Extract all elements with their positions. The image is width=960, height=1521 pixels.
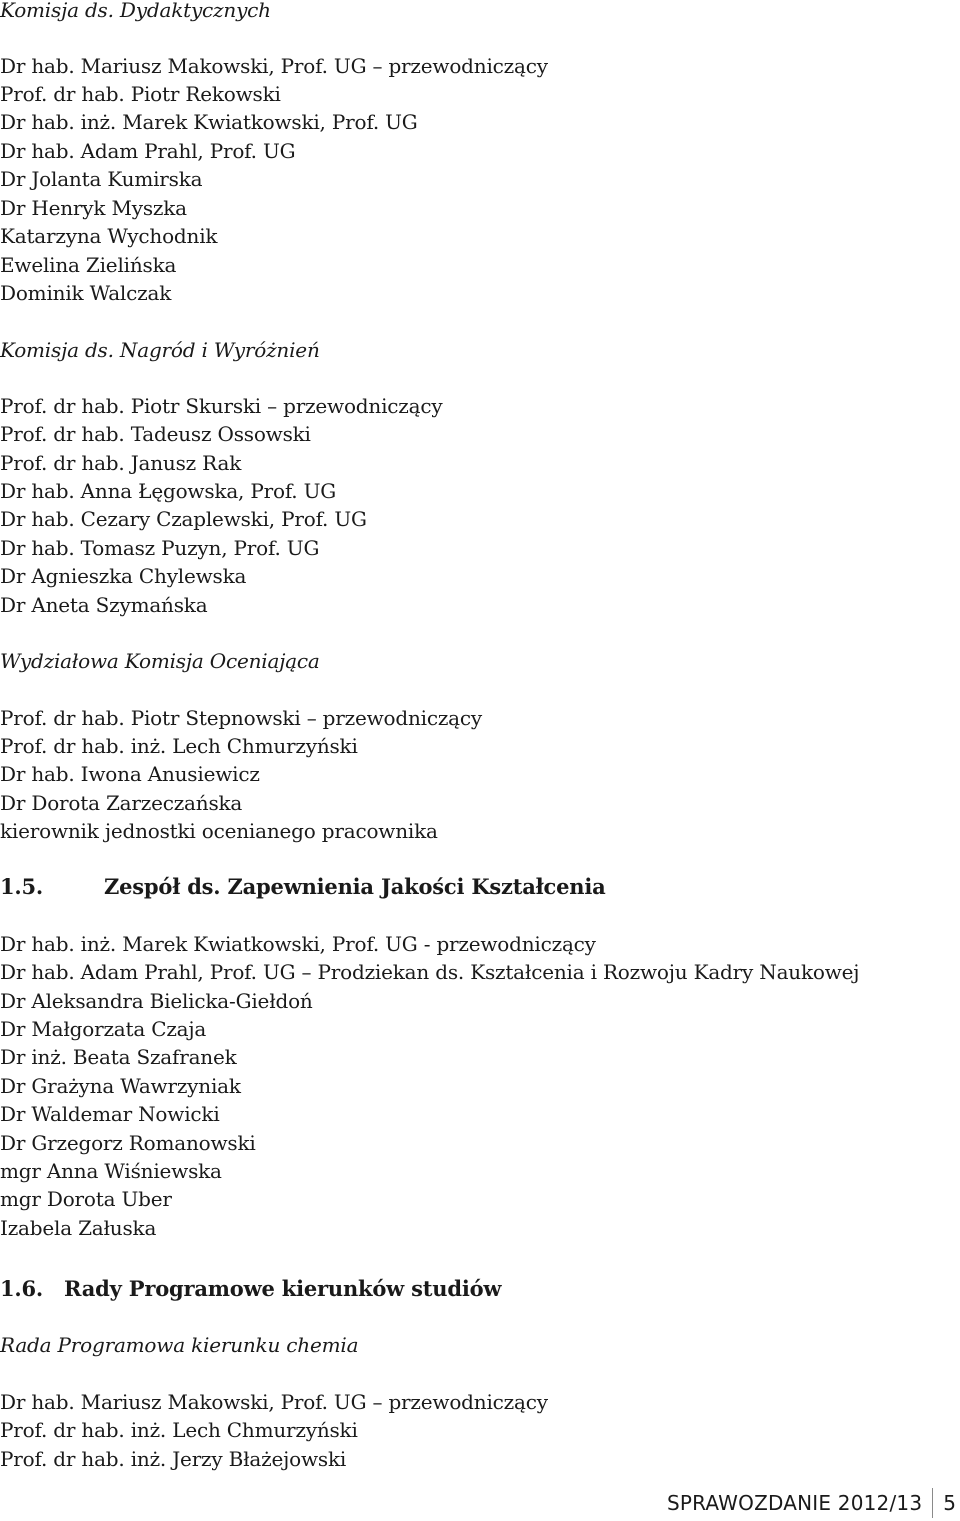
member-line: Dr hab. Tomasz Puzyn, Prof. UG — [0, 536, 320, 560]
member-line: Dr Jolanta Kumirska — [0, 167, 203, 191]
section-number: 1.5. — [0, 874, 44, 899]
section-number: 1.6. — [0, 1276, 44, 1301]
section-title-dydaktyczna: Komisja ds. Dydaktycznych — [0, 0, 271, 22]
member-line: Prof. dr hab. inż. Jerzy Błażejowski — [0, 1447, 347, 1471]
section-title-oceniajaca: Wydziałowa Komisja Oceniająca — [0, 649, 320, 673]
member-line: Prof. dr hab. Piotr Skurski – przewodniczący — [0, 394, 443, 418]
member-line: Izabela Załuska — [0, 1216, 157, 1240]
section-title-nagrody: Komisja ds. Nagród i Wyróżnień — [0, 338, 320, 362]
member-line: Dr hab. Mariusz Makowski, Prof. UG – przewodniczący — [0, 54, 548, 78]
member-line: Dr hab. Mariusz Makowski, Prof. UG – przewodniczący — [0, 1390, 548, 1414]
member-line: Prof. dr hab. Piotr Stepnowski – przewodniczący — [0, 706, 483, 730]
subsection-title-chemia: Rada Programowa kierunku chemia — [0, 1333, 359, 1357]
member-line: Dr Waldemar Nowicki — [0, 1102, 220, 1126]
member-line: Dr hab. inż. Marek Kwiatkowski, Prof. UG — [0, 110, 418, 134]
member-line: kierownik jednostki ocenianego pracownika — [0, 819, 438, 843]
section-heading-1-6 — [0, 1275, 501, 1303]
member-line: Dr Aleksandra Bielicka-Giełdoń — [0, 989, 313, 1013]
page-footer — [667, 1488, 960, 1518]
section-heading-1-5 — [0, 873, 606, 901]
member-line: Prof. dr hab. Piotr Rekowski — [0, 82, 281, 106]
member-line: Dr Dorota Zarzeczańska — [0, 791, 243, 815]
member-line: Dr inż. Beata Szafranek — [0, 1045, 237, 1069]
member-line: Dr Henryk Myszka — [0, 196, 187, 220]
section-heading-text: Zespół ds. Zapewnienia Jakości Kształcenia — [104, 874, 606, 899]
member-line: Dr Grażyna Wawrzyniak — [0, 1074, 241, 1098]
member-line: Prof. dr hab. Janusz Rak — [0, 451, 242, 475]
member-line: Prof. dr hab. Tadeusz Ossowski — [0, 422, 311, 446]
member-line: Prof. dr hab. inż. Lech Chmurzyński — [0, 1418, 358, 1442]
member-line: Dr hab. Anna Łęgowska, Prof. UG — [0, 479, 337, 503]
member-line: Dr Aneta Szymańska — [0, 593, 208, 617]
member-line: Dr hab. Cezary Czaplewski, Prof. UG — [0, 507, 367, 531]
member-line: Ewelina Zielińska — [0, 253, 177, 277]
member-line: mgr Dorota Uber — [0, 1187, 172, 1211]
member-line: Prof. dr hab. inż. Lech Chmurzyński — [0, 734, 358, 758]
member-line: Dr Małgorzata Czaja — [0, 1017, 207, 1041]
section-heading-text: Rady Programowe kierunków studiów — [64, 1276, 502, 1301]
member-line: Katarzyna Wychodnik — [0, 224, 218, 248]
member-line: Dr Grzegorz Romanowski — [0, 1131, 256, 1155]
member-line: mgr Anna Wiśniewska — [0, 1159, 222, 1183]
member-line: Dr hab. Adam Prahl, Prof. UG – Prodziekan ds. Kształcenia i Rozwoju Kadry Naukowej — [0, 960, 860, 984]
member-line: Dr hab. Adam Prahl, Prof. UG — [0, 139, 296, 163]
member-line: Dr hab. inż. Marek Kwiatkowski, Prof. UG - przewodniczący — [0, 932, 596, 956]
page-number: 5 — [943, 1491, 956, 1515]
member-line: Dr hab. Iwona Anusiewicz — [0, 762, 260, 786]
member-line: Dominik Walczak — [0, 281, 172, 305]
footer-title: SPRAWOZDANIE 2012/13 — [666, 1491, 923, 1515]
member-line: Dr Agnieszka Chylewska — [0, 564, 247, 588]
